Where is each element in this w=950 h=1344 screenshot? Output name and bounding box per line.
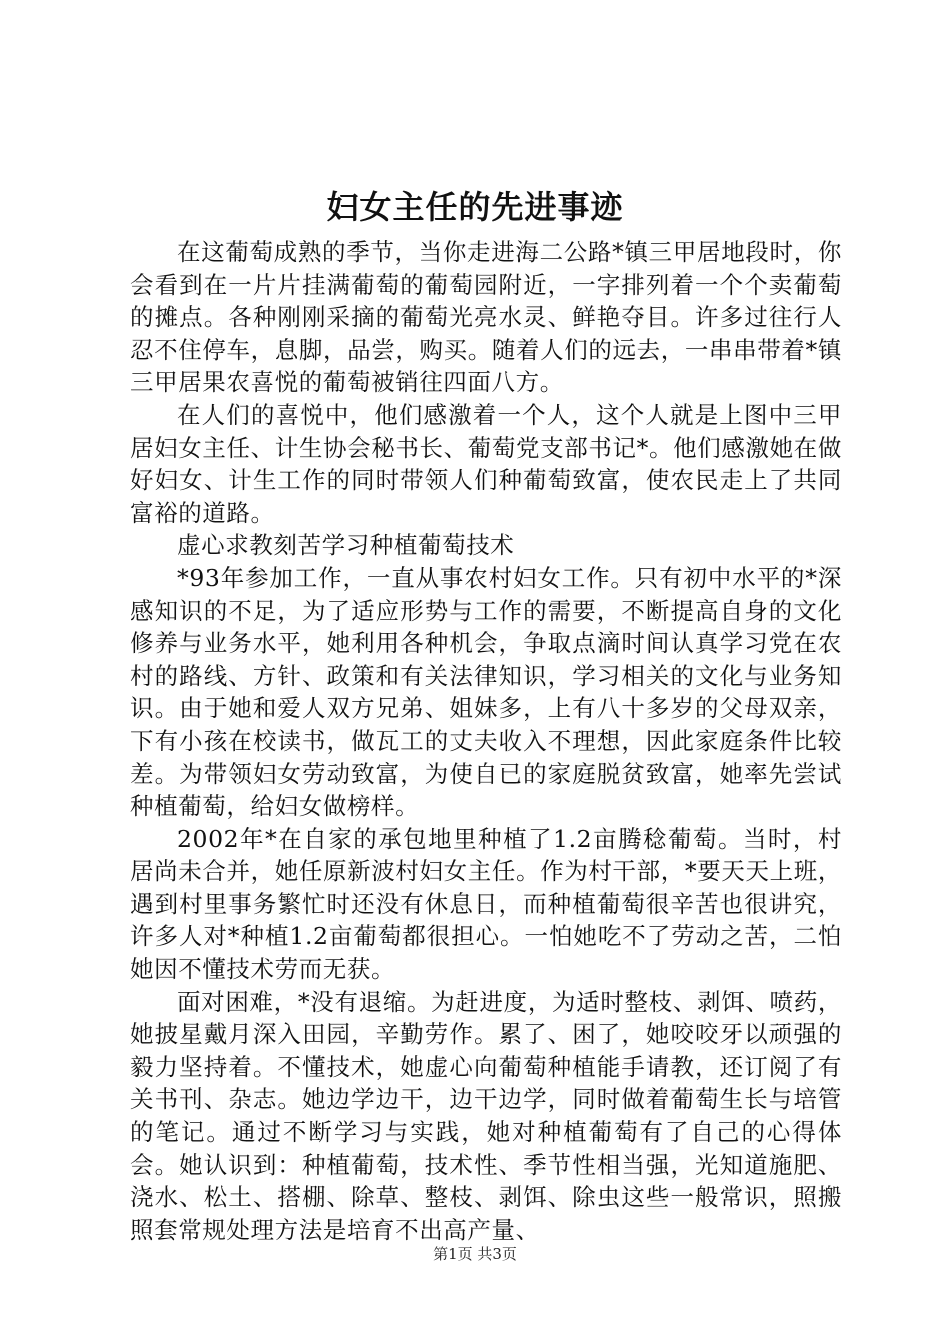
page-footer: 第1页 共3页 — [433, 1245, 517, 1263]
paragraph-4: 2002年*在自家的承包地里种植了1.2亩腾稔葡萄。当时，村居尚未合并，她任原新波村妇女主任。作为村干部，*要天天上班，遇到村里事务繁忙时还没有休息日，而种植葡萄很辛苦也很讲究，许多人对*种植1.2亩葡萄都很担心。一怕她吃不了劳动之苦，二怕她因不懂技术劳而无获。 — [130, 824, 842, 984]
paragraph-3: *93年参加工作，一直从事农村妇女工作。只有初中水平的*深感知识的不足，为了适应形势与工作的需要，不断提高自身的文化修养与业务水平，她利用各种机会，争取点滴时间认真学习党在农村的路线、方针、政策和有关法律知识，学习相关的文化与业务知识。由于她和爱人双方兄弟、姐妹多，上有八十多岁的父母双亲，下有小孩在校读书，做瓦工的丈夫收入不理想，因此家庭条件比较差。为带领妇女劳动致富，为使自已的家庭脱贫致富，她率先尝试种植葡萄，给妇女做榜样。 — [130, 563, 842, 821]
paragraph-2: 在人们的喜悦中，他们感激着一个人，这个人就是上图中三甲居妇女主任、计生协会秘书长、葡萄党支部书记*。他们感激她在做好妇女、计生工作的同时带领人们种葡萄致富，使农民走上了共同富裕的道路。 — [130, 400, 842, 527]
document-title: 妇女主任的先进事迹 — [326, 188, 624, 226]
section-heading: 虚心求教刻苦学习种植葡萄技术 — [177, 531, 515, 560]
paragraph-1: 在这葡萄成熟的季节，当你走进海二公路*镇三甲居地段时，你会看到在一片片挂满葡萄的葡萄园附近，一字排列着一个个卖葡萄的摊点。各种刚刚采摘的葡萄光亮水灵、鲜艳夺目。许多过往行人忍不住停车，息脚，品尝，购买。随着人们的远去，一串串带着*镇三甲居果农喜悦的葡萄被销往四面八方。 — [130, 238, 842, 397]
document-body — [130, 236, 842, 1246]
paragraph-5: 面对困难，*没有退缩。为赶进度，为适时整枝、剥饵、喷药，她披星戴月深入田园，辛勤劳作。累了、困了，她咬咬牙以顽强的毅力坚持着。不懂技术，她虚心向葡萄种植能手请教，还订阅了有关书刊、杂志。她边学边干，边干边学，同时做着葡萄生长与培管的笔记。通过不断学习与实践，她对种植葡萄有了自己的心得体会。她认识到：种植葡萄，技术性、季节性相当强，光知道施肥、浇水、松土、搭棚、除草、整枝、剥饵、除虫这些一般常识，照搬照套常规处理方法是培育不出高产量、 — [130, 987, 842, 1244]
